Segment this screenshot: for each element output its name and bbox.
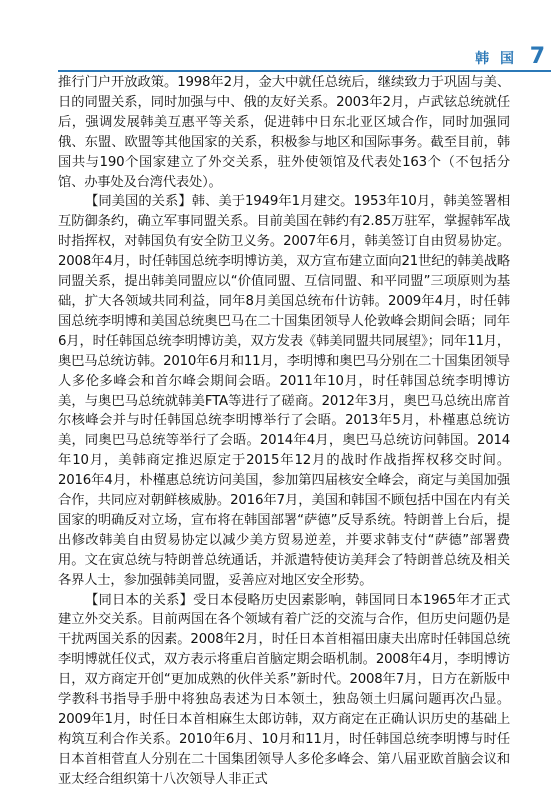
running-title: 韩 国 bbox=[475, 51, 517, 67]
paragraph-text: 受日本侵略历史因素影响，韩国同日本1965年才正式建立外交关系。目前两国在各个领域有着广泛的交流与合作，但历史问题仍是干扰两国关系的因素。2008年2月，时任日本首相福田康夫出席时任韩国总统李明博就任仪式，双方表示将重启首脑定期会晤机制。2008年4月，李明博访日，双方商定开创“更加成熟的伙伴关系”新时代。2008年7月，日方在新版中学教科书指导手册中将独岛表述为日本领土，独岛领土归属问题再次凸显。2009年1月，时任日本首相麻生太郎访韩，双方商定在正确认识历史的基础上构筑互利合作关系。2010年6月、10月和11月，时任韩国总统李明博与时任日本首相菅直人分别在二十国集团领导人多伦多峰会、第八届亚欧首脑会议和亚太经合组织第十八次领导人非正式 bbox=[58, 592, 510, 787]
paragraph-continuation bbox=[58, 73, 510, 192]
section-term: 【同日本的关系】 bbox=[85, 592, 194, 608]
paragraph-text: 韩、美于1949年1月建交。1953年10月，韩美签署相互防御条约，确立军事同盟关系。目前美国在韩约有2.85万驻军，掌握韩军战时指挥权，对韩国负有安全防卫义务。2007年6月，韩美签订自由贸易协定。2008年4月，时任韩国总统李明博访美，双方宣布建立面向21世纪的韩美战略同盟关系，提出韩美同盟应以“价值同盟、互信同盟、和平同盟”三项原则为基础，扩大各领域共同利益，同年8月美国总统布什访韩。2009年4月，时任韩国总统李明博和美国总统奥巴马在二十国集团领导人伦敦峰会期间会晤；同年6月，时任韩国总统李明博访美，双方发表《韩美同盟共同展望》；同年11月，奥巴马总统访韩。2010年6月和11月，李明博和奥巴马分别在二十国集团领导人多伦多峰会和首尔峰会期间会晤。2011年10月，时任韩国总统李明博访美，与奥巴马总统就韩美FTA等进行了磋商。2012年3月，奥巴马总统出席首尔核峰会并与时任韩国总统李明博举行了会晤。2013年5月，朴槿惠总统访美，同奥巴马总统等举行了会晤。2014年4月，奥巴马总统访问韩国。2014年10月，美韩商定推迟原定于2015年12月的战时作战指挥权移交时间。2016年4月，朴槿惠总统访问美国，参加第四届核安全峰会，商定与美国加强合作，共同应对朝鲜核威胁。2016年7月，美国和韩国不顾包括中国在内有关国家的明确反对立场，宣布将在韩国部署“萨德”反导系统。特朗普上台后，提出修改韩美自由贸易协定以减少美方贸易逆差，并要求韩支付“萨德”部署费用。文在寅总统与特朗普总统通话，并派遣特使访美拜会了特朗普总统及相关各界人士，参加强韩美同盟，妥善应对地区安全形势。 bbox=[58, 194, 510, 588]
paragraph-us-relations bbox=[58, 192, 510, 590]
header-rule bbox=[58, 70, 551, 72]
paragraph-japan-relations bbox=[58, 591, 510, 790]
paragraph-text: 推行门户开放政策。1998年2月，金大中就任总统后，继续致力于巩固与美、日的同盟关系，同时加强与中、俄的友好关系。2003年2月，卢武铉总统就任后，强调发展韩美互惠平等关系，促进韩中日东北亚区域合作，同时加强同俄、东盟、欧盟等其他国家的关系，积极参与地区和国际事务。截至目前，韩国共与190个国家建立了外交关系，驻外使领馆及代表处163个（不包括分馆、办事处及台湾代表处）。 bbox=[58, 75, 510, 190]
body-text bbox=[58, 73, 510, 790]
page-number: 7 bbox=[529, 44, 545, 69]
section-term: 【同美国的关系】 bbox=[85, 194, 192, 210]
page-header bbox=[0, 44, 559, 72]
